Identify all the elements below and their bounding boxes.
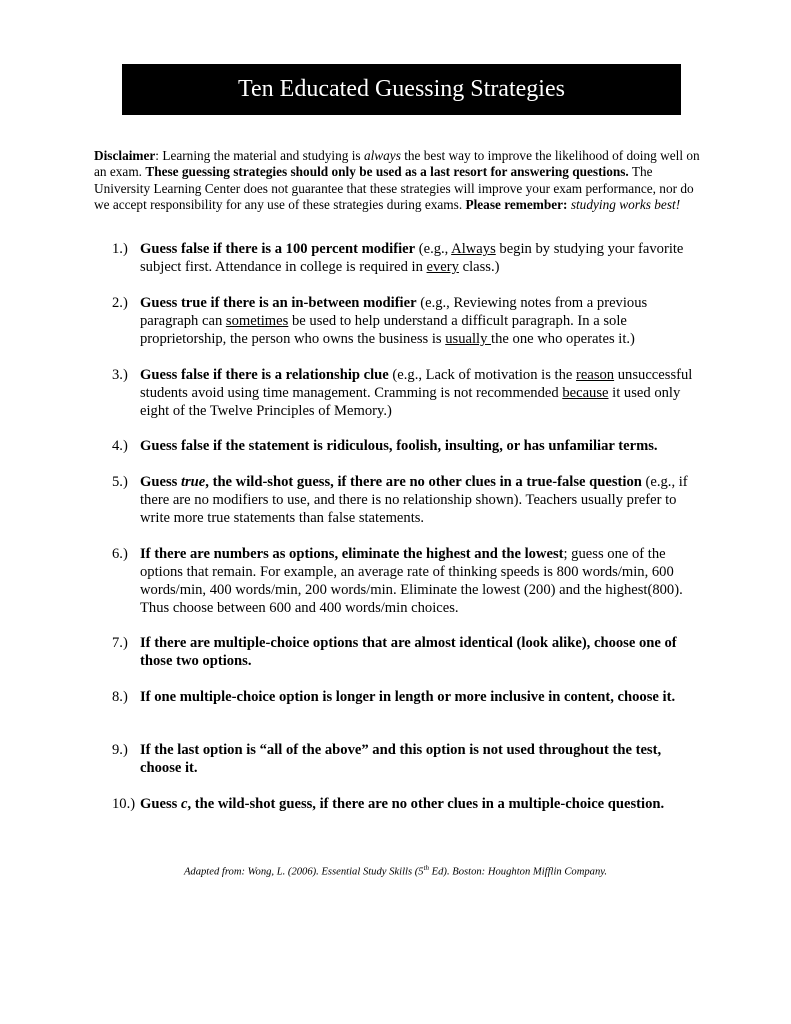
list-item [112, 473, 702, 527]
item-text [140, 240, 702, 276]
citation-text: Ed). Boston: Houghton Mifflin Company. [429, 866, 608, 878]
item-text [140, 795, 702, 813]
item-number: 5.) [112, 474, 128, 490]
item-heading [140, 796, 664, 812]
disclaimer-label: Disclaimer [94, 148, 156, 163]
list-item [112, 688, 702, 706]
item-detail: (e.g., if there are no modifiers to use, and there is no relationship shown). Teachers usually prefer to write more true statements than false statements. [140, 474, 688, 526]
item-heading: If there are multiple-choice options that are almost identical (look alike), choose one of those two options. [140, 635, 677, 669]
item-heading-emphasis: true [180, 474, 206, 490]
citation-text: Adapted from: Wong, L. (2006). Essential Study Skills (5 [183, 866, 424, 878]
item-heading [140, 474, 642, 490]
item-keyword: sometimes [225, 313, 289, 329]
list-item [112, 240, 702, 276]
item-heading: If the last option is “all of the above” and this option is not used throughout the test, choose it. [140, 742, 662, 776]
item-text [140, 294, 702, 348]
disclaimer-warning: These guessing strategies should only be used as a last resort for answering questions. [145, 164, 629, 180]
item-keyword: because [562, 385, 609, 401]
item-heading-part: , the wild-shot guess, if there are no other clues in a true-false question [205, 474, 642, 490]
item-text [140, 545, 702, 617]
item-heading-part: Guess [140, 796, 181, 812]
item-number: 8.) [112, 689, 128, 705]
item-keyword: reason [576, 367, 615, 383]
disclaimer-motto: studying works best! [570, 196, 681, 212]
item-number: 10.) [112, 796, 136, 812]
page-title: Ten Educated Guessing Strategies [238, 76, 565, 102]
item-text [140, 366, 702, 420]
item-keyword: every [426, 259, 459, 275]
item-text [140, 437, 702, 455]
item-detail: (e.g., [415, 241, 452, 257]
title-banner [122, 64, 681, 115]
item-keyword: usually [445, 331, 492, 347]
list-item [112, 366, 702, 420]
list-item [112, 437, 702, 455]
disclaimer-emphasis: always [363, 148, 401, 163]
item-detail: begin by studying your favorite subject first. Attendance in college is required in [140, 241, 684, 275]
disclaimer-text: the best way to improve the likelihood of doing well on an exam. [94, 148, 700, 180]
item-detail: class.) [458, 259, 500, 275]
item-heading: Guess false if the statement is ridiculous, foolish, insulting, or has unfamiliar terms. [140, 438, 658, 454]
item-number: 7.) [112, 635, 128, 651]
list-item [112, 795, 702, 813]
item-number: 1.) [112, 241, 128, 257]
item-text [140, 688, 702, 706]
list-item [112, 634, 702, 670]
item-heading: Guess false if there is a 100 percent modifier [140, 241, 416, 257]
item-detail: the one who operates it.) [491, 331, 635, 347]
list-item [112, 741, 702, 777]
item-text [140, 741, 702, 777]
disclaimer-text: : Learning the material and studying is [155, 148, 364, 163]
item-keyword: Always [451, 241, 496, 257]
item-number: 3.) [112, 367, 128, 383]
item-heading-part: , the wild-shot guess, if there are no other clues in a multiple-choice question. [187, 796, 665, 812]
disclaimer-text: The University Learning Center does not guarantee that these strategies will improve your exam performance, nor do we accept responsibility for any use of these strategies during exams. [94, 164, 694, 212]
item-heading: If one multiple-choice option is longer in length or more inclusive in content, choose it. [140, 689, 676, 705]
item-number: 9.) [112, 742, 128, 758]
item-text [140, 634, 702, 670]
item-text [140, 473, 702, 527]
item-number: 4.) [112, 438, 128, 454]
item-detail: unsuccessful students avoid using time management. Cramming is not recommended [140, 367, 693, 401]
disclaimer-remember: Please remember: [465, 196, 568, 212]
source-citation [0, 864, 791, 878]
item-detail: ; guess one of the options that remain. For example, an average rate of thinking speeds is 800 words/min, 600 words/min, 400 words/min, 200 words/min. Eliminate the lowest (200) and the highest(800). Thus choose between 600 and 400 words/min choices. [140, 546, 683, 616]
item-heading: Guess false if there is a relationship clue [140, 367, 389, 383]
item-detail: be used to help understand a difficult paragraph. In a sole proprietorship, the person who owns the business is [140, 313, 627, 347]
citation-superscript: th [423, 864, 430, 872]
item-detail: (e.g., Reviewing notes from a previous paragraph can [140, 295, 648, 329]
item-detail: (e.g., Lack of motivation is the [388, 367, 577, 383]
item-heading-part: Guess [140, 474, 181, 490]
item-number: 6.) [112, 546, 128, 562]
disclaimer-paragraph [94, 148, 704, 213]
item-detail: it used only eight of the Twelve Principles of Memory.) [140, 385, 681, 419]
item-heading: Guess true if there is an in-between modifier [140, 295, 417, 311]
item-heading: If there are numbers as options, eliminate the highest and the lowest [140, 546, 564, 562]
list-item [112, 545, 702, 617]
item-heading-emphasis: c [180, 796, 188, 812]
list-item [112, 294, 702, 348]
item-number: 2.) [112, 295, 128, 311]
